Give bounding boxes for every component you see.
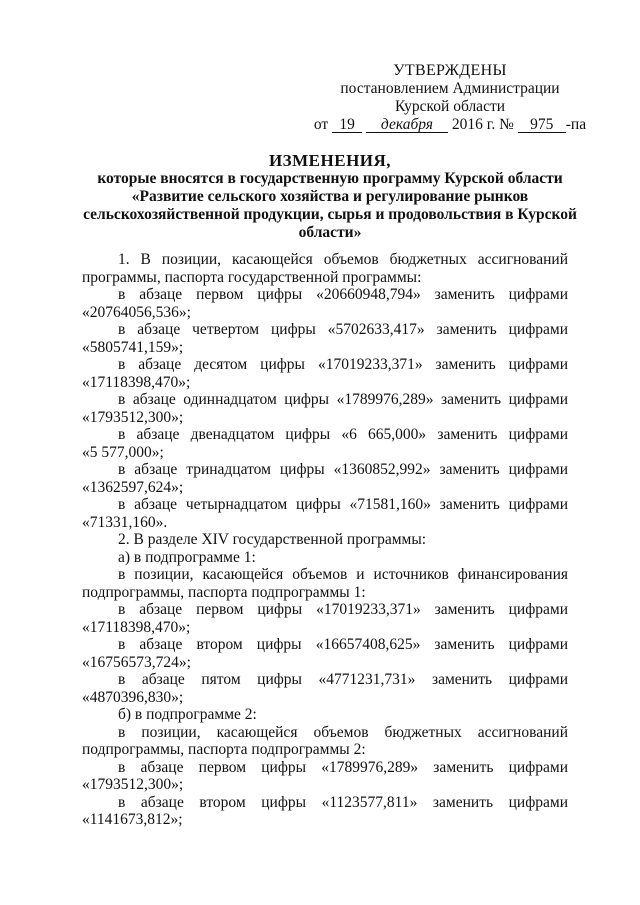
body-line: 1. В позиции, касающейся объемов бюджетных ассигнований: [118, 251, 568, 268]
body-line: б) в подпрограмме 2:: [118, 706, 257, 723]
body-line: а) в подпрограмме 1:: [118, 548, 256, 566]
body-line: в абзаце одиннадцатом цифры «1789976,289» заменить цифрами: [118, 391, 568, 408]
changes-heading: [70, 152, 590, 242]
body-line: в абзаце втором цифры «16657408,625» заменить цифрами: [118, 636, 568, 653]
heading-title: ИЗМЕНЕНИЯ,: [268, 151, 392, 170]
body-line: «17118398,470»;: [82, 373, 191, 391]
body-line: «17118398,470»;: [82, 618, 191, 636]
body-line: «5805741,159»;: [82, 338, 184, 356]
body-line: «1362597,624»;: [82, 478, 184, 496]
heading-line-4: области»: [298, 224, 362, 241]
approval-number: 975: [518, 117, 566, 133]
body-line: в позиции, касающейся объемов бюджетных ассигнований: [118, 723, 568, 741]
body-line: «1793512,300»;: [82, 408, 184, 426]
document-body: [82, 251, 568, 829]
body-line: «16756573,724»;: [82, 653, 191, 671]
body-line: в абзаце четвертом цифры «5702633,417» заменить цифрами: [118, 321, 568, 338]
approval-line-2: Курской области: [394, 98, 506, 115]
body-line: подпрограммы, паспорта подпрограммы 1:: [82, 583, 366, 601]
body-line: в абзаце десятом цифры «17019233,371» заменить цифрами: [118, 356, 568, 373]
body-line: в абзаце пятом цифры «4771231,731» заменить цифрами: [118, 671, 568, 688]
heading-line-1: которые вносятся в государственную программу Курской области: [97, 170, 563, 187]
body-line: в абзаце двенадцатом цифры «6 665,000» заменить цифрами: [118, 426, 568, 443]
body-line: в абзаце четырнадцатом цифры «71581,160» заменить цифрами: [118, 496, 568, 513]
approval-title: УТВЕРЖДЕНЫ: [393, 62, 507, 79]
approval-block: [300, 62, 600, 134]
body-line: в абзаце втором цифры «1123577,811» заменить цифрами: [118, 793, 568, 811]
approval-day: 19: [332, 117, 362, 133]
body-line: в абзаце тринадцатом цифры «1360852,992» заменить цифрами: [118, 461, 568, 478]
body-line: «5 577,000»;: [82, 443, 164, 461]
body-line: «20764056,536»;: [82, 303, 191, 321]
body-line: в абзаце первом цифры «17019233,371» заменить цифрами: [118, 601, 568, 618]
body-line: в позиции, касающейся объемов и источников финансирования: [118, 566, 568, 583]
body-line: 2. В разделе XIV государственной программы:: [118, 531, 427, 548]
heading-line-2: «Развитие сельского хозяйства и регулирование рынков: [131, 188, 529, 205]
body-line: подпрограммы, паспорта подпрограммы 2:: [82, 741, 366, 758]
approval-month: декабря: [366, 117, 448, 133]
approval-suffix: -па: [565, 116, 587, 133]
body-line: в абзаце первом цифры «1789976,289» заменить цифрами: [118, 758, 568, 776]
approval-year: 2016 г. №: [451, 116, 514, 133]
body-line: «1793512,300»;: [82, 776, 184, 793]
body-line: «71331,160».: [82, 513, 168, 531]
approval-ot: от: [313, 116, 329, 133]
approval-line-1: постановлением Администрации: [340, 80, 560, 97]
heading-line-3: сельскохозяйственной продукции, сырья и продовольствия в Курской: [83, 206, 577, 223]
body-line: в абзаце первом цифры «20660948,794» заменить цифрами: [118, 286, 568, 303]
approval-date-line: [300, 116, 600, 134]
body-line: «4870396,830»;: [82, 688, 184, 706]
body-line: «1141673,812»;: [82, 811, 183, 828]
body-line: программы, паспорта государственной программы:: [82, 268, 422, 286]
